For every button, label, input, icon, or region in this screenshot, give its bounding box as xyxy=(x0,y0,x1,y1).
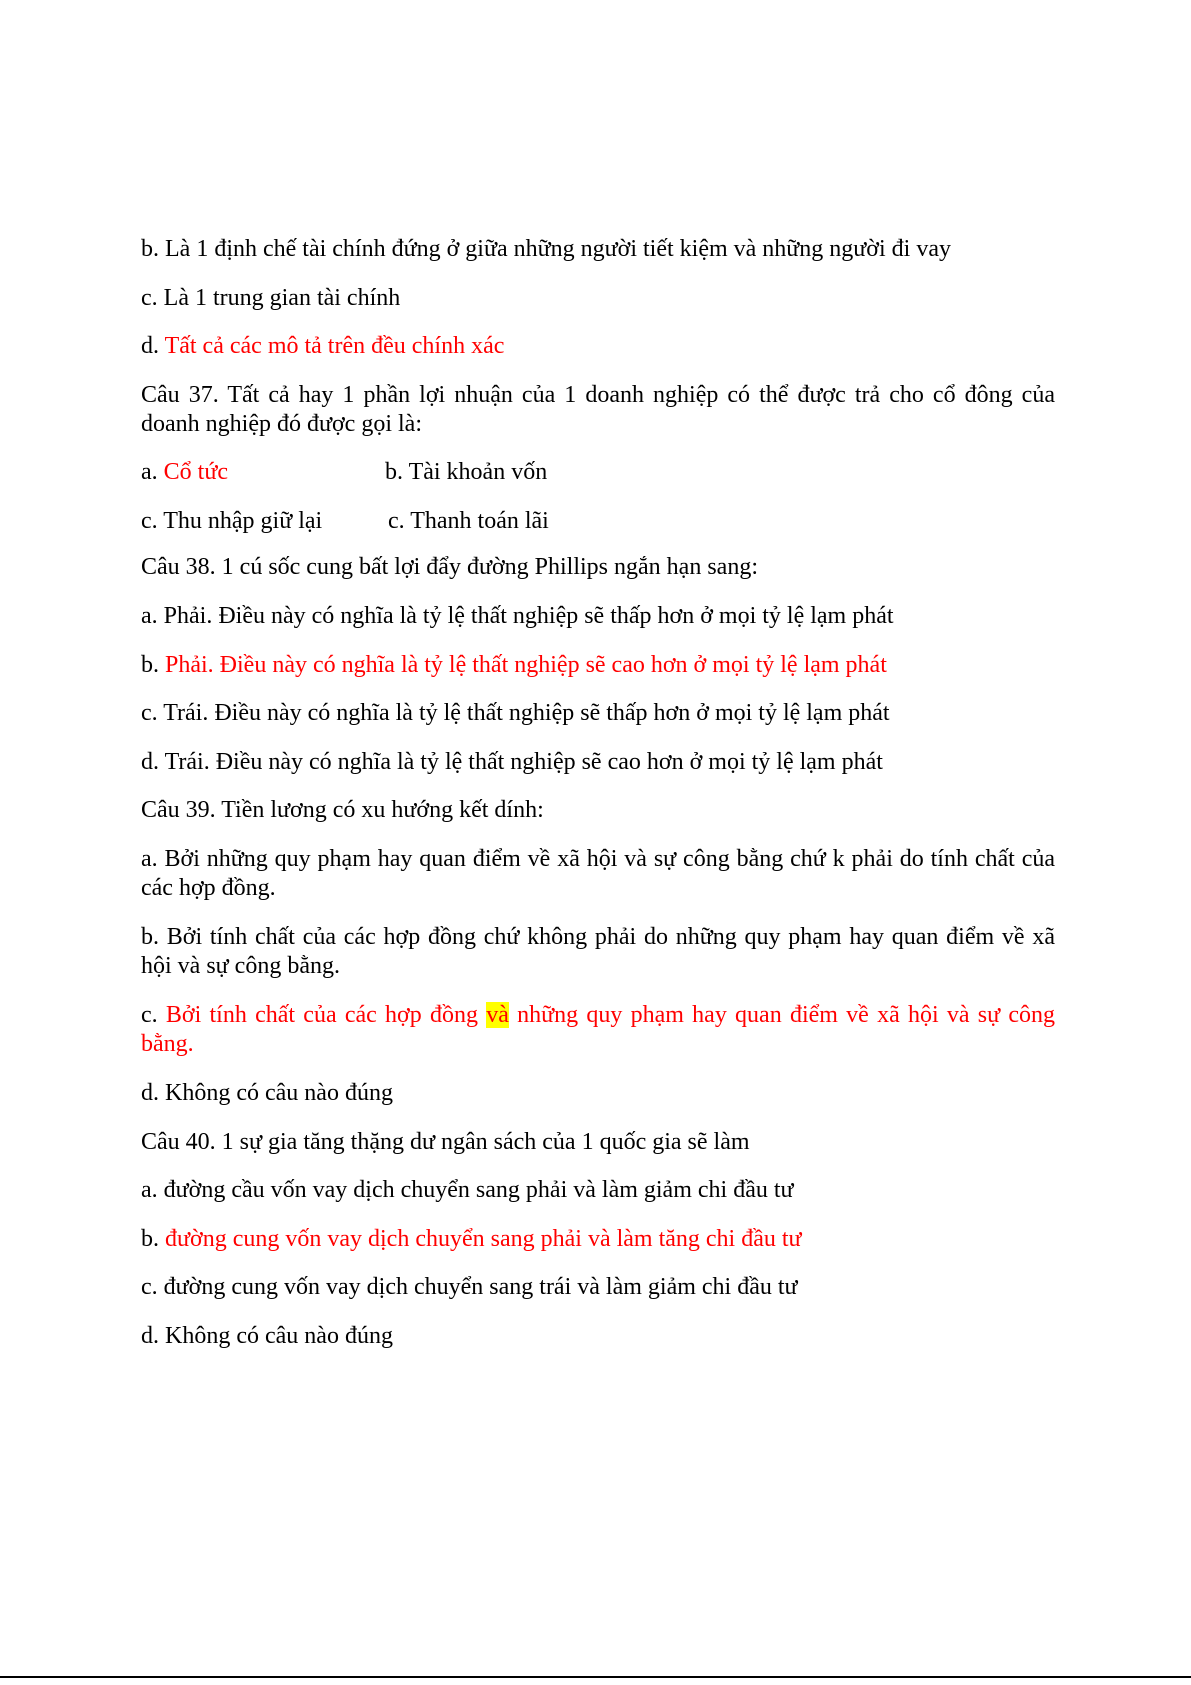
option-text: b. Là 1 định chế tài chính đứng ở giữa những người tiết kiệm và những người đi vay xyxy=(141,236,951,262)
option-d-prev xyxy=(141,332,1055,361)
correct-answer-part-2: những quy phạm hay quan điểm về xã hội và sự công bằng. xyxy=(141,1002,1055,1057)
question-38-option-c xyxy=(141,699,1055,728)
highlighted-word: và xyxy=(486,1002,509,1028)
option-text: c. Trái. Điều này có nghĩa là tỷ lệ thất nghiệp sẽ thấp hơn ở mọi tỷ lệ lạm phát xyxy=(141,700,890,726)
option-prefix: b. xyxy=(141,652,165,678)
question-38 xyxy=(141,553,1055,582)
question-38-option-a xyxy=(141,602,1055,631)
question-39-option-d xyxy=(141,1079,1055,1108)
option-text: a. Phải. Điều này có nghĩa là tỷ lệ thất nghiệp sẽ thấp hơn ở mọi tỷ lệ lạm phát xyxy=(141,603,894,629)
option-prefix: b. xyxy=(141,1226,165,1252)
question-37-options-row-1 xyxy=(141,458,1055,487)
question-39-option-b xyxy=(141,923,1055,981)
question-text: Câu 38. 1 cú sốc cung bất lợi đẩy đường Phillips ngắn hạn sang: xyxy=(141,554,758,580)
question-40 xyxy=(141,1128,1055,1157)
option-b-prev xyxy=(141,235,1055,264)
question-40-option-b xyxy=(141,1225,1055,1254)
option-text: c. đường cung vốn vay dịch chuyển sang trái và làm giảm chi đầu tư xyxy=(141,1274,798,1300)
question-38-option-d xyxy=(141,748,1055,777)
correct-answer: Tất cả các mô tả trên đều chính xác xyxy=(164,333,505,359)
option-text: a. đường cầu vốn vay dịch chuyển sang phải và làm giảm chi đầu tư xyxy=(141,1177,794,1203)
question-37-options-row-2 xyxy=(141,507,1055,536)
question-40-option-d xyxy=(141,1322,1055,1351)
option-prefix: c. xyxy=(141,1002,166,1028)
correct-answer-part-1: Bởi tính chất của các hợp đồng xyxy=(165,1002,487,1028)
question-40-option-c xyxy=(141,1273,1055,1302)
option-text: b. Tài khoản vốn xyxy=(385,459,548,485)
option-text: c. Thu nhập giữ lại xyxy=(141,508,323,534)
option-text: c. Là 1 trung gian tài chính xyxy=(141,285,401,311)
option-prefix: d. xyxy=(141,333,165,359)
correct-answer: Cổ tức xyxy=(163,459,228,485)
option-text: d. Không có câu nào đúng xyxy=(141,1080,393,1106)
question-text: Câu 40. 1 sự gia tăng thặng dư ngân sách của 1 quốc gia sẽ làm xyxy=(141,1129,750,1155)
bottom-divider xyxy=(0,1676,1191,1678)
question-40-option-a xyxy=(141,1176,1055,1205)
option-text: a. Bởi những quy phạm hay quan điểm về xã hội và sự công bằng chứ k phải do tính chất của các hợp đồng. xyxy=(141,846,1055,901)
question-39 xyxy=(141,796,1055,825)
option-text: d. Không có câu nào đúng xyxy=(141,1323,393,1349)
question-text: Câu 37. Tất cả hay 1 phần lợi nhuận của 1 doanh nghiệp có thể được trả cho cổ đông của doanh nghiệp đó được gọi là: xyxy=(141,382,1055,437)
option-text: c. Thanh toán lãi xyxy=(388,508,549,534)
correct-answer: Phải. Điều này có nghĩa là tỷ lệ thất nghiệp sẽ cao hơn ở mọi tỷ lệ lạm phát xyxy=(165,652,887,678)
question-39-option-c xyxy=(141,1001,1055,1059)
question-text: Câu 39. Tiền lương có xu hướng kết dính: xyxy=(141,797,544,823)
option-text: b. Bởi tính chất của các hợp đồng chứ không phải do những quy phạm hay quan điểm về xã hội và sự công bằng. xyxy=(141,924,1055,979)
question-39-option-a xyxy=(141,845,1055,903)
option-c-prev xyxy=(141,284,1055,313)
correct-answer: đường cung vốn vay dịch chuyển sang phải và làm tăng chi đầu tư xyxy=(165,1226,802,1252)
option-text: d. Trái. Điều này có nghĩa là tỷ lệ thất nghiệp sẽ cao hơn ở mọi tỷ lệ lạm phát xyxy=(141,749,883,775)
question-37 xyxy=(141,381,1055,439)
option-prefix: a. xyxy=(141,459,164,485)
question-38-option-b xyxy=(141,651,1055,680)
